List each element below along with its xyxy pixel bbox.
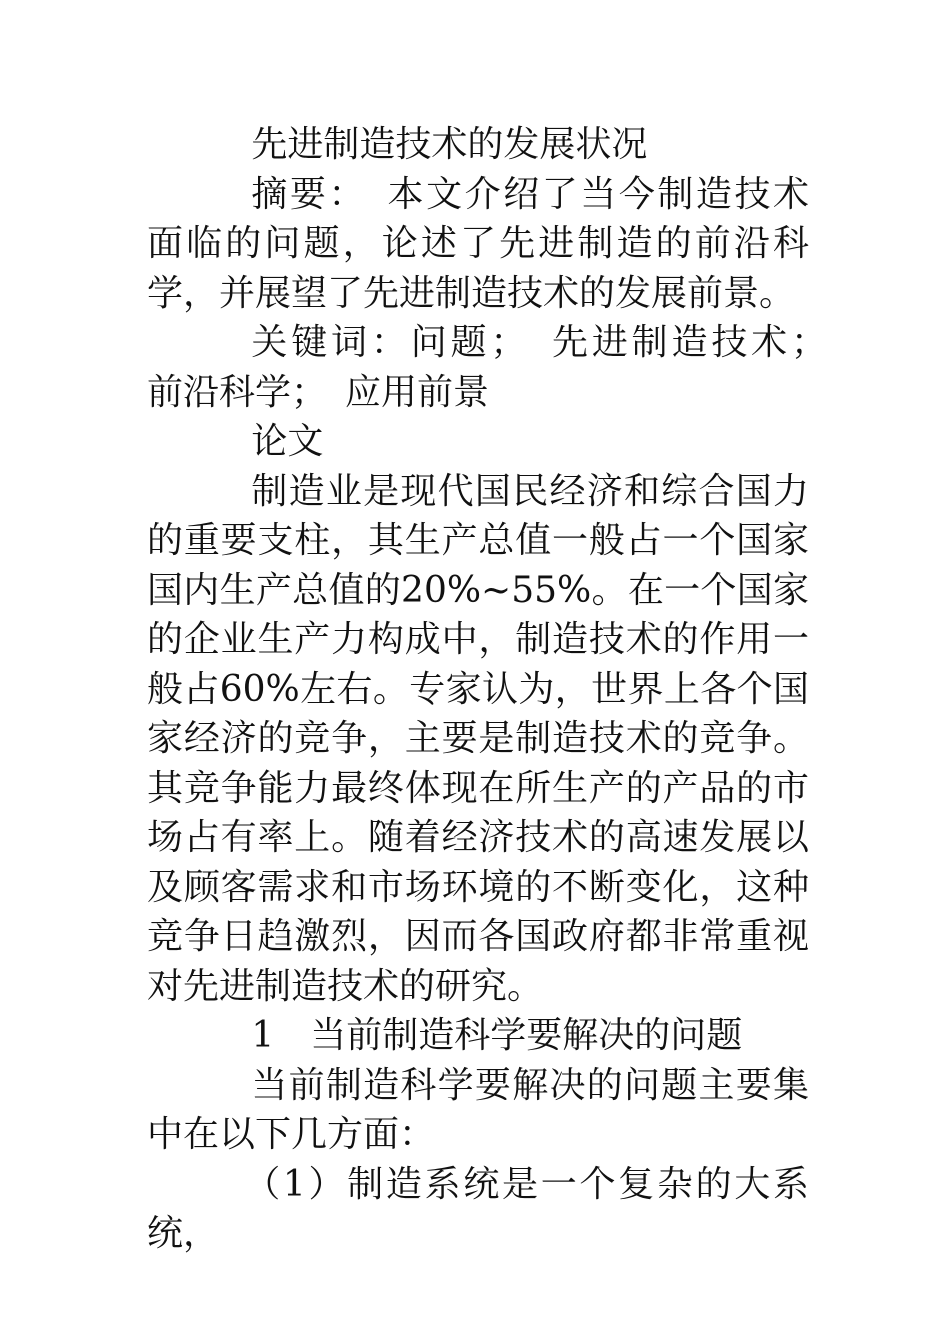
document-body bbox=[147, 120, 846, 1259]
list-item: （1）制造系统是一个复杂的大系统， bbox=[147, 1163, 809, 1254]
abstract-paragraph: 摘要： 本文介绍了当今制造技术面临的问题，论述了先进制造的前沿科学，并展望了先进制造技术的发展前景。 bbox=[147, 173, 809, 314]
section-paragraph: 当前制造科学要解决的问题主要集中在以下几方面： bbox=[147, 1064, 809, 1155]
section-heading: 1 当前制造科学要解决的问题 bbox=[251, 1015, 743, 1056]
document-title: 先进制造技术的发展状况 bbox=[251, 124, 648, 165]
intro-paragraph: 制造业是现代国民经济和综合国力的重要支柱，其生产总值一般占一个国家国内生产总值的20%~55%。在一个国家的企业生产力构成中，制造技术的作用一般占60%左右。专家认为，世界上各个国家经济的竞争，主要是制造技术的竞争。其竞争能力最终体现在所生产的产品的市场占有率上。随着经济技术的高速发展以及顾客需求和市场环境的不断变化，这种竞争日趋激烈，因而各国政府都非常重视对先进制造技术的研究。 bbox=[147, 470, 809, 1007]
document-label: 论文 bbox=[251, 421, 324, 462]
keywords-paragraph: 关键词：问题； 先进制造技术； 前沿科学； 应用前景 bbox=[147, 322, 846, 413]
